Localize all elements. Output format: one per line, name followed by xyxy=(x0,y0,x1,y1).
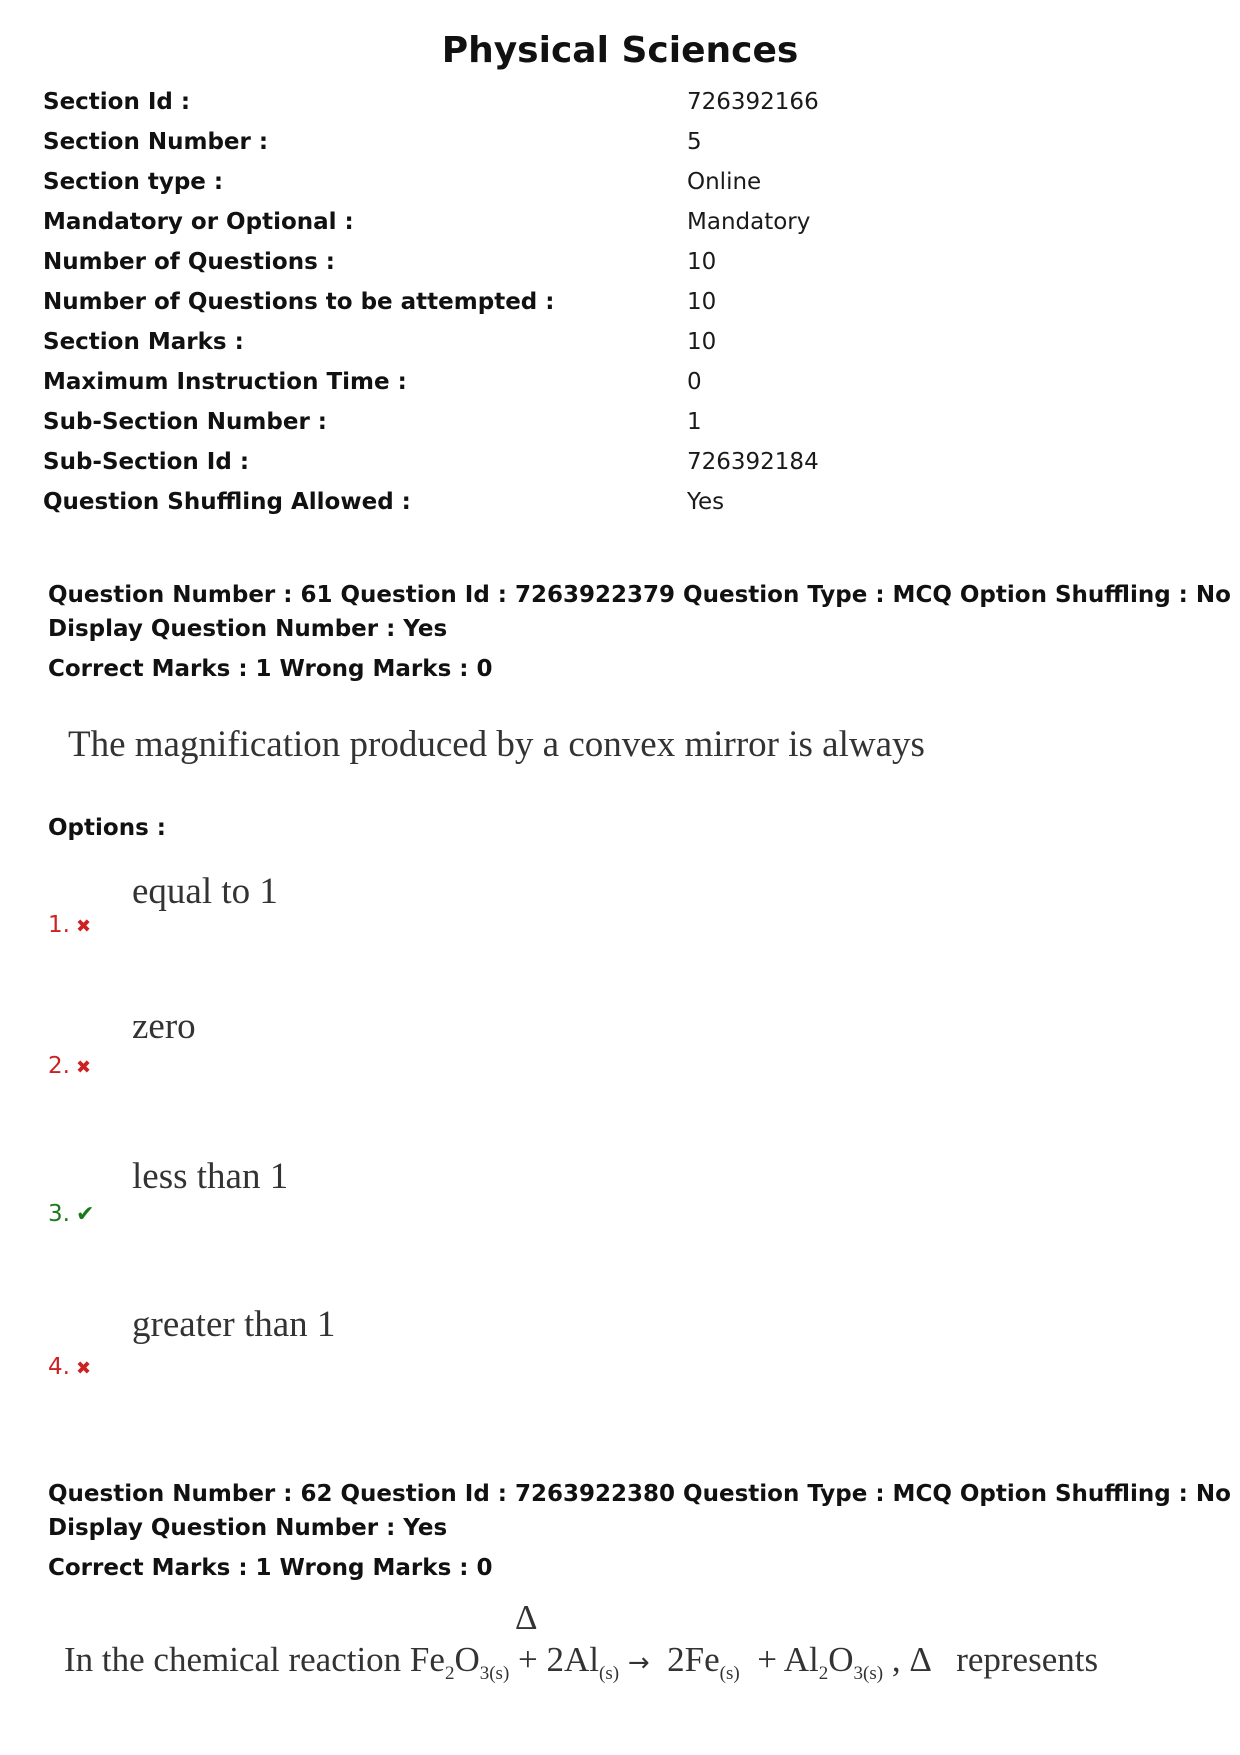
meta-value: Yes xyxy=(687,489,725,515)
option-4-number xyxy=(48,1354,91,1380)
meta-value: Mandatory xyxy=(687,209,811,235)
reaction-heat-symbol: Δ xyxy=(515,1598,538,1637)
question-62-header: Question Number : 62 Question Id : 7263922380 Question Type : MCQ Option Shuffling : No xyxy=(48,1481,1231,1507)
meta-label: Section Number : xyxy=(43,129,269,155)
option-number-label: 2. xyxy=(48,1053,70,1079)
question-61-display: Display Question Number : Yes xyxy=(48,616,448,642)
option-number-label: 3. xyxy=(48,1201,70,1227)
meta-label: Sub-Section Id : xyxy=(43,449,250,475)
option-2-text: zero xyxy=(132,1006,196,1047)
reaction-prefix: In the chemical reaction Fe xyxy=(64,1640,445,1679)
meta-label: Sub-Section Number : xyxy=(43,409,328,435)
meta-value: 10 xyxy=(687,249,717,275)
check-mark-icon: ✔ xyxy=(75,1202,95,1227)
option-2-number xyxy=(48,1053,91,1079)
meta-value: 10 xyxy=(687,329,717,355)
question-61-marks: Correct Marks : 1 Wrong Marks : 0 xyxy=(48,656,493,682)
meta-value: 0 xyxy=(687,369,702,395)
meta-value: 10 xyxy=(687,289,717,315)
meta-label: Mandatory or Optional : xyxy=(43,209,354,235)
option-3-number xyxy=(48,1201,94,1227)
question-62-marks: Correct Marks : 1 Wrong Marks : 0 xyxy=(48,1555,493,1581)
meta-label: Maximum Instruction Time : xyxy=(43,369,407,395)
option-number-label: 1. xyxy=(48,912,70,938)
question-62-display: Display Question Number : Yes xyxy=(48,1515,448,1541)
question-62-text: In the chemical reaction $Fe_2O_{3(s)} + 2Al_{(s)} \to 2Fe_{(s)} + Al_2O_{3(s)}$ , Δ represents xyxy=(64,1640,1099,1684)
meta-value: 726392184 xyxy=(687,449,819,475)
option-3-text: less than 1 xyxy=(132,1156,289,1197)
option-1-text: equal to 1 xyxy=(132,871,278,912)
option-4-text: greater than 1 xyxy=(132,1304,336,1345)
question-61-text: The magnification produced by a convex mirror is always xyxy=(68,724,925,765)
page-title: Physical Sciences xyxy=(441,30,799,71)
option-number-label: 4. xyxy=(48,1354,70,1380)
cross-mark-icon: ✖ xyxy=(75,1057,92,1078)
meta-label: Number of Questions to be attempted : xyxy=(43,289,555,315)
meta-value: 5 xyxy=(687,129,702,155)
reaction-suffix: represents xyxy=(956,1640,1099,1679)
meta-label: Section Marks : xyxy=(43,329,244,355)
meta-value: 726392166 xyxy=(687,89,819,115)
meta-label: Section type : xyxy=(43,169,224,195)
option-1-number xyxy=(48,912,91,938)
options-label: Options : xyxy=(48,815,166,841)
cross-mark-icon: ✖ xyxy=(75,916,92,937)
meta-value: 1 xyxy=(687,409,702,435)
question-61-header: Question Number : 61 Question Id : 7263922379 Question Type : MCQ Option Shuffling : No xyxy=(48,582,1231,608)
cross-mark-icon: ✖ xyxy=(75,1358,92,1379)
meta-label: Section Id : xyxy=(43,89,191,115)
meta-value: Online xyxy=(687,169,762,195)
meta-label: Question Shuffling Allowed : xyxy=(43,489,411,515)
meta-label: Number of Questions : xyxy=(43,249,335,275)
